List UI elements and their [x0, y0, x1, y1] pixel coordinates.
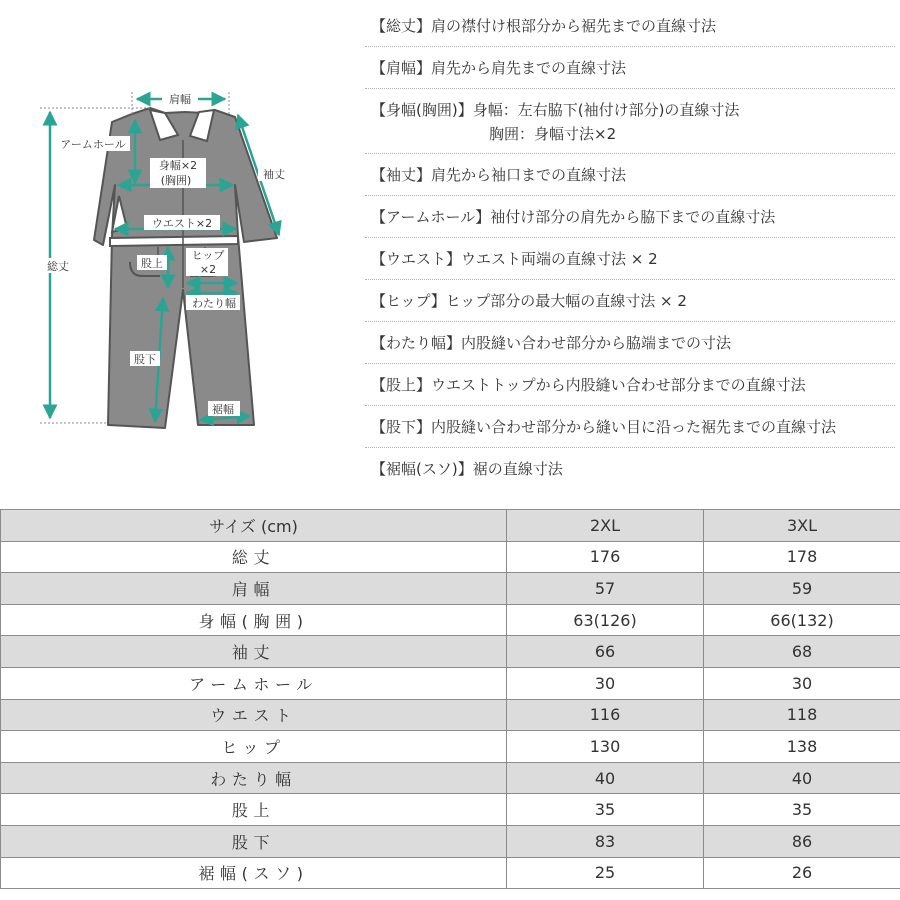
legend-text: ウエストトップから内股縫い合わせ部分までの直線寸法 [431, 376, 806, 394]
label-hip-line1: ヒップ [191, 249, 225, 262]
cell-2xl: 35 [507, 794, 704, 826]
row-label: ウエスト [1, 699, 507, 731]
legend-text: ウエスト両端の直線寸法 × 2 [461, 250, 658, 268]
label-inseam: 股下 [134, 353, 156, 366]
legend-text: 内股縫い合わせ部分から脇端までの寸法 [461, 334, 732, 352]
cell-2xl: 116 [507, 699, 704, 731]
cell-3xl: 66(132) [704, 604, 900, 636]
table-row [1, 699, 900, 731]
legend-text: 身幅：左右脇下(袖付け部分)の直線寸法 [472, 101, 740, 119]
table-header-row [1, 510, 900, 542]
legend-item-shoulder [365, 47, 895, 89]
legend-tag: 【わたり幅】 [371, 334, 462, 352]
coverall-measurement-diagram [0, 0, 360, 500]
table-row [1, 857, 900, 889]
legend-tag: 【股下】 [371, 418, 432, 436]
row-label: 肩幅 [1, 573, 507, 605]
label-hem: 裾幅 [212, 403, 234, 416]
row-label: 袖丈 [1, 636, 507, 668]
cell-3xl: 68 [704, 636, 900, 668]
legend-item-hip [365, 280, 895, 322]
cell-2xl: 63(126) [507, 604, 704, 636]
legend-tag: 【ヒップ】 [371, 292, 446, 310]
row-label: ヒップ [1, 731, 507, 763]
row-label: 身幅(胸囲) [1, 604, 507, 636]
header-size-3xl: 3XL [704, 510, 900, 542]
legend-text: 内股縫い合わせ部分から縫い目に沿った裾先までの直線寸法 [431, 418, 837, 436]
label-rise: 股上 [141, 257, 163, 270]
cell-3xl: 30 [704, 667, 900, 699]
legend-tag: 【アームホール】 [371, 208, 491, 226]
label-chest-line2: (胸囲) [160, 174, 192, 187]
legend-item-hem [365, 448, 895, 490]
legend-item-sleeve [365, 154, 895, 196]
label-waist: ウエスト×2 [151, 217, 213, 230]
table-row [1, 825, 900, 857]
legend-item-total-length [365, 5, 895, 47]
cell-2xl: 130 [507, 731, 704, 763]
legend-item-waist [365, 238, 895, 280]
header-size-2xl: 2XL [507, 510, 704, 542]
coverall-illustration [0, 0, 360, 500]
garment-shape [94, 108, 277, 428]
legend-text: 肩先から肩先までの直線寸法 [431, 59, 627, 77]
legend-tag: 【ウエスト】 [371, 250, 462, 268]
legend-item-inseam [365, 406, 895, 448]
legend-subtext: 胸囲：身幅寸法×2 [489, 125, 617, 143]
legend-text: 裾の直線寸法 [472, 460, 563, 478]
cell-3xl: 26 [704, 857, 900, 889]
table-row [1, 541, 900, 573]
header-size-unit: サイズ (cm) [1, 510, 507, 542]
legend-text: 袖付け部分の肩先から脇下までの直線寸法 [490, 208, 776, 226]
cell-2xl: 66 [507, 636, 704, 668]
label-sleeve: 袖丈 [263, 168, 285, 181]
cell-2xl: 40 [507, 762, 704, 794]
table-row [1, 604, 900, 636]
legend-tag: 【裾幅(スソ)】 [371, 460, 473, 478]
legend-item-thigh [365, 322, 895, 364]
table-row [1, 573, 900, 605]
legend-tag: 【袖丈】 [371, 166, 432, 184]
legend-text: 肩の襟付け根部分から裾先までの直線寸法 [431, 17, 717, 35]
cell-3xl: 178 [704, 541, 900, 573]
measurement-legend [365, 5, 895, 490]
cell-3xl: 40 [704, 762, 900, 794]
legend-tag: 【身幅(胸囲)】 [371, 101, 473, 119]
table-row [1, 667, 900, 699]
legend-text: 肩先から袖口までの直線寸法 [431, 166, 627, 184]
row-label: 裾幅(スソ) [1, 857, 507, 889]
table-row [1, 794, 900, 826]
cell-3xl: 138 [704, 731, 900, 763]
label-chest-line1: 身幅×2 [158, 159, 198, 172]
cell-2xl: 176 [507, 541, 704, 573]
row-label: 総丈 [1, 541, 507, 573]
label-thigh: わたり幅 [192, 297, 236, 310]
cell-3xl: 86 [704, 825, 900, 857]
size-table [0, 509, 900, 889]
cell-2xl: 25 [507, 857, 704, 889]
table-row [1, 636, 900, 668]
row-label: 股上 [1, 794, 507, 826]
legend-tag: 【総丈】 [371, 17, 432, 35]
legend-tag: 【股上】 [371, 376, 432, 394]
cell-2xl: 57 [507, 573, 704, 605]
cell-2xl: 30 [507, 667, 704, 699]
row-label: アームホール [1, 667, 507, 699]
row-label: 股下 [1, 825, 507, 857]
legend-item-armhole [365, 196, 895, 238]
table-row [1, 731, 900, 763]
legend-item-rise [365, 364, 895, 406]
cell-3xl: 59 [704, 573, 900, 605]
cell-3xl: 118 [704, 699, 900, 731]
cell-2xl: 83 [507, 825, 704, 857]
cell-3xl: 35 [704, 794, 900, 826]
label-hip-line2: ×2 [199, 263, 217, 276]
legend-text: ヒップ部分の最大幅の直線寸法 × 2 [445, 292, 687, 310]
label-total-length: 総丈 [47, 260, 69, 273]
legend-item-chest [365, 89, 895, 154]
label-armhole: アームホール [60, 138, 126, 151]
label-shoulder: 肩幅 [169, 93, 191, 106]
table-row [1, 762, 900, 794]
row-label: わたり幅 [1, 762, 507, 794]
legend-tag: 【肩幅】 [371, 59, 432, 77]
